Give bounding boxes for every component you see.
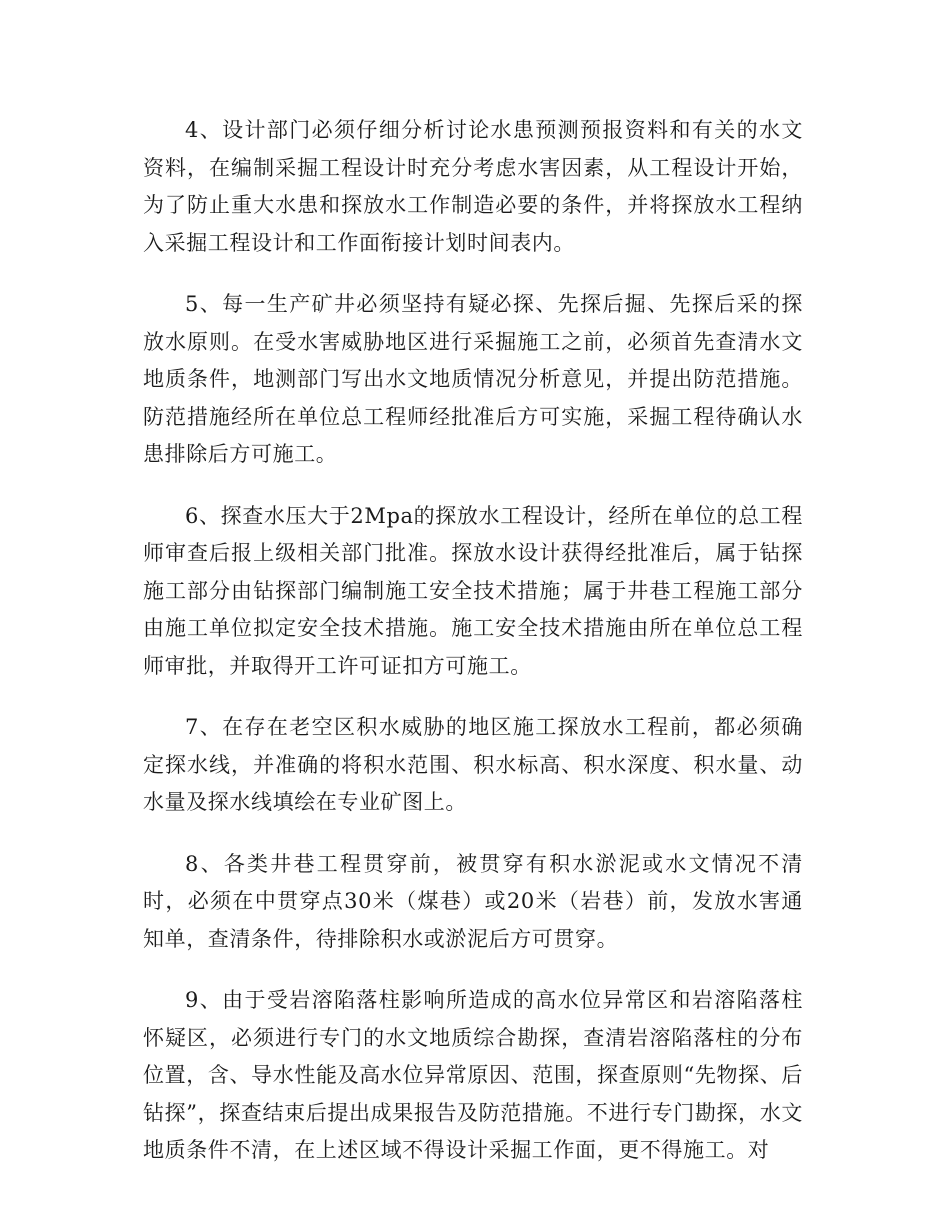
paragraph-item-9: 9、由于受岩溶陷落柱影响所造成的高水位异常区和岩溶陷落柱怀疑区，必须进行专门的水文地质综合勘探，查清岩溶陷落柱的分布位置，含、导水性能及高水位异常原因、范围，探查原则“先物探、后钻探”，探查结束后提出成果报告及防范措施。不进行专门勘探，水文地质条件不清，在上述区域不得设计采掘工作面，更不得施工。对 xyxy=(143,988,803,1162)
document-body xyxy=(143,112,803,1194)
paragraph-item-4: 4、设计部门必须仔细分析讨论水患预测预报资料和有关的水文资料，在编制采掘工程设计时充分考虑水害因素，从工程设计开始，为了防止重大水患和探放水工作制造必要的条件，并将探放水工程纳入采掘工程设计和工作面衔接计划时间表内。 xyxy=(143,118,803,255)
paragraph-item-7: 7、在存在老空区积水威胁的地区施工探放水工程前，都必须确定探水线，并准确的将积水范围、积水标高、积水深度、积水量、动水量及探水线填绘在专业矿图上。 xyxy=(143,715,803,814)
paragraph-item-6: 6、探查水压大于2Mpa的探放水工程设计，经所在单位的总工程师审查后报上级相关部门批准。探放水设计获得经批准后，属于钻探施工部分由钻探部门编制施工安全技术措施；属于井巷工程施工部分由施工单位拟定安全技术措施。施工安全技术措施由所在单位总工程师审批，并取得开工许可证扣方可施工。 xyxy=(143,503,803,678)
paragraph-item-8: 8、各类井巷工程贯穿前，被贯穿有积水淤泥或水文情况不清时，必须在中贯穿点30米（煤巷）或20米（岩巷）前，发放水害通知单，查清条件，待排除积水或淤泥后方可贯穿。 xyxy=(143,851,803,951)
paragraph-item-5: 5、每一生产矿井必须坚持有疑必探、先探后掘、先探后采的探放水原则。在受水害威胁地区进行采掘施工之前，必须首先查清水文地质条件，地测部门写出水文地质情况分析意见，并提出防范措施。防范措施经所在单位总工程师经批准后方可实施，采掘工程待确认水患排除后方可施工。 xyxy=(143,292,803,466)
